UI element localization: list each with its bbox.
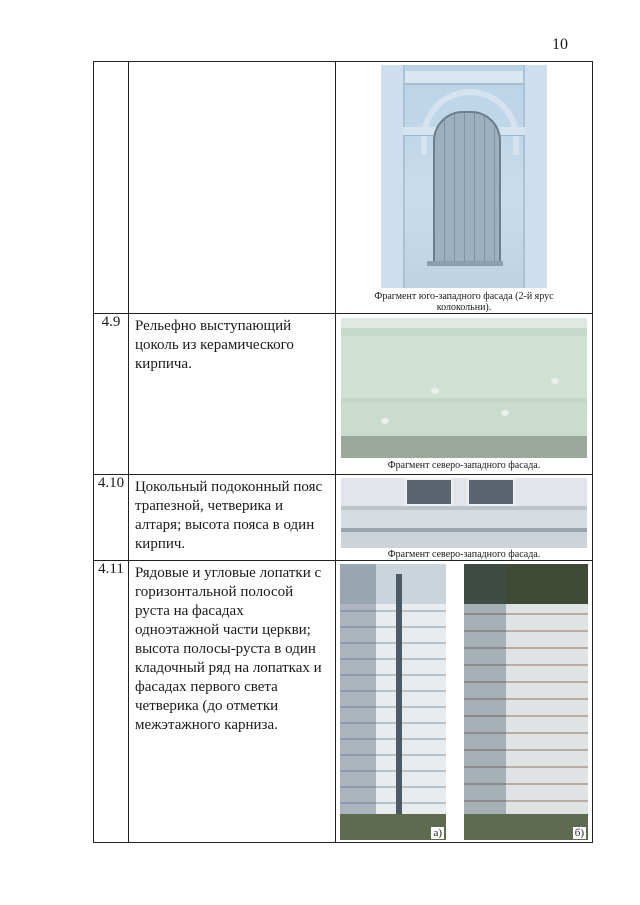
photo-caption: Фрагмент северо-западного фасада. bbox=[387, 549, 541, 560]
photo-cell bbox=[336, 314, 593, 475]
page-number: 10 bbox=[552, 36, 568, 53]
photo-caption: Фрагмент юго-западного фасада (2-й ярус колокольни). bbox=[374, 291, 554, 313]
row-number bbox=[94, 62, 129, 314]
photo-label: б) bbox=[574, 827, 584, 839]
photo-label: а) bbox=[433, 827, 442, 839]
table-row bbox=[94, 475, 593, 561]
photo-cell bbox=[336, 475, 593, 561]
photo-bell-tower-window bbox=[381, 65, 547, 288]
specification-table bbox=[93, 61, 593, 843]
table-row bbox=[94, 314, 593, 475]
table-row bbox=[94, 62, 593, 314]
row-description: Цокольный подоконный пояс трапезной, четверика и алтаря; высота пояса в один кирпич. bbox=[129, 475, 336, 561]
photo-cell bbox=[336, 561, 593, 843]
row-description: Рядовые и угловые лопатки с горизонтальной полосой руста на фасадах одноэтажной части церкви; высота полосы-руста в один кладочный ряд на лопатках и фасадах первого света четверика (до отметки межэтажного карниза. bbox=[129, 561, 336, 843]
photo-pilaster-b bbox=[464, 564, 588, 840]
photo-plinth bbox=[341, 318, 587, 458]
photo-cell bbox=[336, 62, 593, 314]
photo-pilaster-a bbox=[340, 564, 446, 840]
row-number: 4.11 bbox=[94, 561, 129, 843]
photo-plinth-belt bbox=[341, 478, 587, 548]
row-number: 4.10 bbox=[94, 475, 129, 561]
photo-caption: Фрагмент северо-западного фасада. bbox=[387, 460, 541, 471]
row-number: 4.9 bbox=[94, 314, 129, 475]
row-description bbox=[129, 62, 336, 314]
row-description: Рельефно выступающий цоколь из керамического кирпича. bbox=[129, 314, 336, 475]
table-row bbox=[94, 561, 593, 843]
